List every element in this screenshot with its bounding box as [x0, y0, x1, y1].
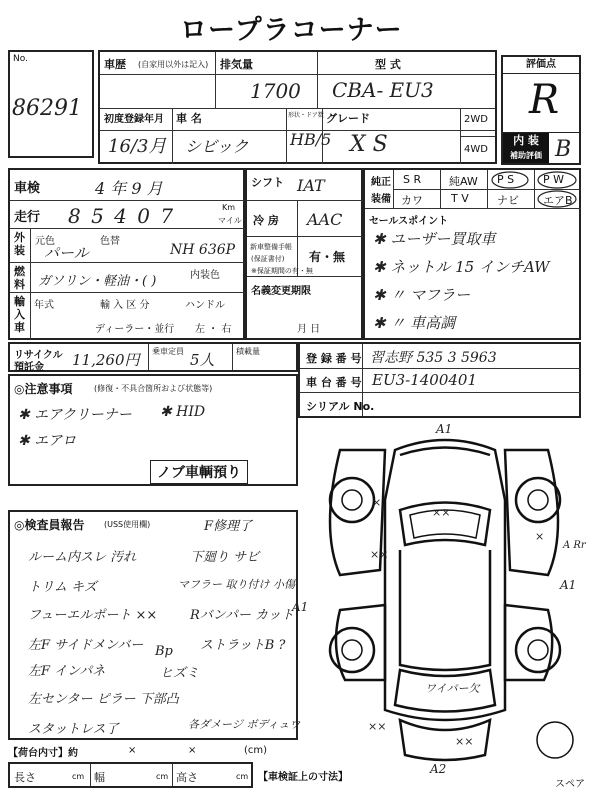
inspector-item-13: 左センター ピラー 下部凸: [28, 692, 179, 707]
equip-ps: P S: [497, 173, 515, 186]
color-repaint-label: 色替: [100, 236, 120, 247]
model-type-value: CBA- EU3: [332, 78, 434, 102]
inspection-label: 車検: [14, 181, 41, 196]
diagram-label-a1-top: A1: [436, 422, 453, 436]
equip-leather: カワ: [401, 194, 423, 207]
eval-value: R: [529, 77, 560, 123]
import-label: 輸入車: [14, 295, 25, 334]
equip-pw: P W: [543, 173, 565, 186]
diagram-mark-4: ×: [535, 530, 545, 543]
capacity-value: 5人: [190, 351, 215, 369]
car-name-label: 車 名: [176, 112, 202, 125]
inspector-item-12: ヒズミ: [160, 666, 200, 681]
recycle-label: リサイクル: [14, 350, 63, 361]
sales-point-1: ✱ ユーザー買取車: [373, 230, 496, 248]
vehicle-data-grid: [8, 168, 245, 340]
diagram-mark-6: ××: [455, 735, 474, 748]
height-unit: cm: [236, 772, 249, 781]
cargo-x2: ×: [188, 745, 197, 756]
cargo-x1: ×: [128, 745, 137, 756]
model-type-label: 型 式: [375, 58, 401, 71]
interior-value: B: [555, 137, 572, 162]
equip-sr: S R: [403, 173, 422, 186]
history-label: 車歴: [104, 58, 126, 71]
recycle-box: [8, 342, 298, 372]
recycle-label2: 預託金: [14, 362, 44, 373]
mileage-value: 8 5 4 0 7: [68, 204, 176, 228]
interior-color-label: 内装色: [190, 270, 220, 281]
equip-circles: [365, 170, 581, 208]
note-item-1: ✱ エアクリーナー: [18, 407, 132, 423]
diagram-mark-5: ××: [368, 720, 387, 733]
inspector-item-7: Rバンパー カット: [190, 608, 294, 623]
color-code: NH 636P: [170, 242, 236, 258]
fuel-value: ガソリン・軽油・( ): [38, 274, 157, 289]
sales-point-4: ✱ 〃 車高調: [373, 314, 456, 332]
first-reg-value: 16/3月: [108, 136, 167, 157]
chassis-label: 車 台 番 号: [306, 376, 362, 389]
diagram-label-wiper: ワイパー欠: [425, 682, 480, 695]
manual-label2: (保証書付): [251, 255, 285, 263]
diagram-label-arr: A Rr: [563, 540, 586, 551]
color-orig-label: 元色: [35, 236, 55, 247]
name-change-label: 名義変更期限: [251, 286, 311, 297]
notes-label: ◎注意事項: [14, 382, 73, 396]
basic-info-box: [98, 50, 497, 164]
car-damage-diagram: [300, 420, 590, 765]
manual-note: ※保証期間の有・無: [251, 267, 313, 275]
equip-airbag: エアB: [543, 194, 573, 207]
inspector-item-11: 左F インパネ: [28, 664, 106, 679]
grade-value: X S: [350, 132, 388, 157]
color-label: 外装: [14, 231, 25, 257]
length-label: 長さ: [14, 771, 36, 784]
diagram-label-a2: A2: [430, 762, 447, 776]
fuel-label: 燃料: [14, 265, 25, 291]
shift-value: IAT: [297, 176, 325, 195]
sales-box: [363, 168, 581, 340]
sales-point-2: ✱ ネットル 15 インチAW: [373, 258, 550, 276]
color-value: パール: [44, 244, 89, 262]
shift-label: シフト: [251, 176, 284, 189]
mileage-unit-km: Km: [222, 203, 236, 212]
import-year-label: 年式: [34, 300, 54, 311]
name-change-value: 月 日: [297, 324, 321, 335]
dimensions-box: [8, 762, 253, 788]
page-title: ロープラコーナー: [180, 15, 403, 46]
import-category-label: 輸 入 区 分: [100, 300, 150, 311]
inspector-item-8: 左F サイドメンバー: [28, 638, 144, 653]
cargo-label: 【荷台内寸】約: [8, 748, 78, 759]
inspector-item-6: フューエルポート ××: [28, 608, 158, 623]
drive-4wd: 4WD: [464, 144, 488, 155]
diagram-mark-3: ×: [372, 496, 382, 509]
notes-bottom: ノブ車輌預り: [150, 460, 248, 484]
registration-box: [298, 342, 581, 418]
height-label: 高さ: [176, 771, 198, 784]
width-unit: cm: [156, 772, 169, 781]
diagram-label-a1-left: A1: [292, 600, 309, 614]
drive-2wd: 2WD: [464, 114, 488, 125]
import-category-value: ディーラー・並行: [95, 324, 175, 335]
note-item-3: ✱ エアロ: [18, 433, 77, 449]
inspector-label: ◎検査員報告: [14, 518, 85, 532]
lot-number: 86291: [12, 96, 82, 121]
inspector-item-14: スタットレス了: [28, 722, 119, 737]
diagram-label-spare: スペア: [555, 779, 585, 790]
equip-tv: T V: [451, 192, 469, 205]
no-label: No.: [13, 54, 28, 64]
inspector-item-5: マフラー 取り付け 小傷: [178, 578, 295, 591]
inspector-item-4: トリム キズ: [28, 580, 97, 595]
registration-label: 登 録 番 号: [306, 352, 362, 365]
equip-label2: 装備: [371, 194, 391, 205]
inspector-item-1: F修理了: [204, 519, 253, 534]
cert-dims-label: 【車検証上の寸法】: [258, 772, 348, 783]
sales-label: セールスポイント: [369, 216, 449, 227]
equipment-box: [245, 168, 363, 340]
ac-value: AAC: [307, 210, 343, 229]
eval-label: 評価点: [503, 57, 579, 74]
recycle-value: 11,260円: [72, 351, 140, 369]
inspector-item-10: ストラットB ?: [200, 638, 286, 653]
car-name-value: シビック: [185, 137, 249, 156]
sales-point-3: ✱ 〃 マフラー: [373, 286, 471, 304]
displacement-label: 排気量: [220, 58, 253, 71]
shape-value: HB/5: [290, 130, 332, 149]
displacement-value: 1700: [250, 79, 301, 103]
import-handle-label: ハンドル: [185, 300, 225, 311]
diagram-mark-1: ××: [432, 506, 451, 519]
lot-number-box: [8, 50, 94, 158]
registration-value: 習志野 535 3 5963: [370, 350, 497, 366]
inspector-item-3: 下廻り サビ: [190, 550, 260, 565]
inspector-item-9: Bp: [155, 644, 173, 659]
shape-label: 形状・ドア数: [288, 112, 324, 119]
notes-label-note: (修復・不具合箇所および状態等): [94, 384, 213, 393]
interior-sub: 補助評価: [503, 148, 549, 163]
cargo-unit: (cm): [244, 745, 268, 756]
diagram-label-a1-right: A1: [560, 578, 577, 592]
import-handle-value: 左 ・ 右: [195, 324, 232, 335]
inspection-value: 4 年 9 月: [95, 179, 163, 198]
capacity-label: 乗車定員: [152, 347, 184, 356]
evaluation-box: [501, 55, 581, 165]
history-note: (自家用以外は記入): [138, 60, 209, 69]
inspector-item-2: ルーム内スレ 汚れ: [28, 550, 137, 565]
inspector-item-15: 各ダメージ ボディュウ: [188, 718, 301, 731]
ac-label: 冷 房: [253, 214, 279, 227]
equip-aw: 純AW: [449, 175, 478, 188]
note-item-2: ✱ HID: [160, 404, 206, 420]
cargo-row: [8, 742, 298, 760]
diagram-mark-2: ××: [370, 548, 389, 561]
grade-label: グレード: [326, 112, 370, 125]
equip-label: 純正: [371, 177, 391, 188]
mileage-unit-mile: マイル: [218, 216, 242, 225]
mileage-label: 走行: [14, 210, 41, 225]
serial-label: シリアル No.: [306, 400, 375, 413]
first-reg-label: 初度登録年月: [104, 114, 164, 125]
manual-value: 有・無: [309, 250, 346, 264]
chassis-value: EU3-1400401: [372, 371, 478, 389]
length-unit: cm: [72, 772, 85, 781]
load-label: 積載量: [236, 347, 260, 356]
notes-box: [8, 374, 298, 486]
manual-label: 新車整備手帳: [250, 243, 292, 251]
inspector-label-note: (USS使用欄): [104, 520, 151, 529]
width-label: 幅: [94, 771, 105, 784]
equip-navi: ナビ: [497, 194, 519, 207]
interior-label: 内 装: [503, 133, 549, 148]
